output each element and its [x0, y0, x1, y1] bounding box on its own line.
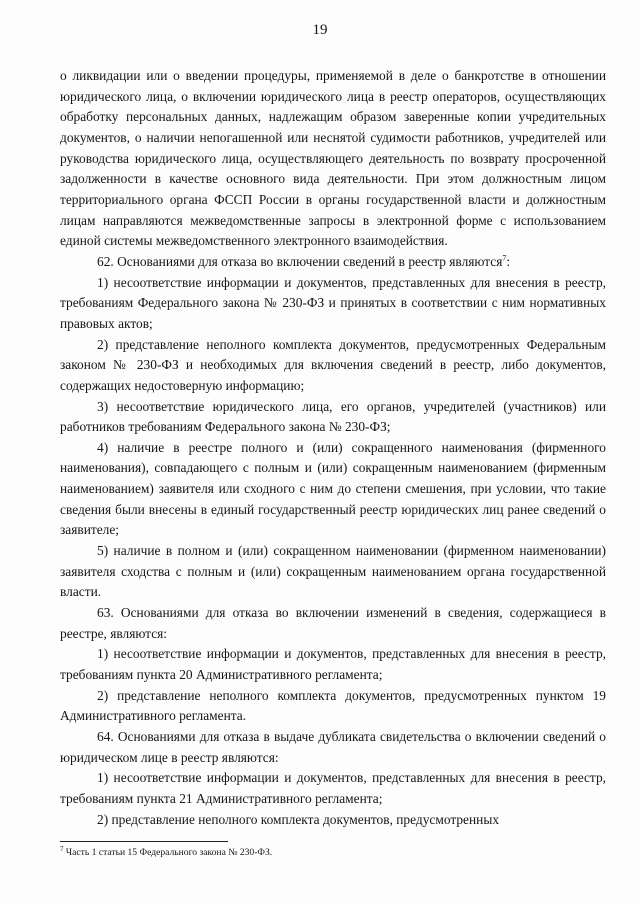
footnote — [60, 846, 606, 859]
paragraph-continuation: о ликвидации или о введении процедуры, применяемой в деле о банкротстве в отношении юридического лица, о включении юридического лица в реестр операторов, осуществляющих обработку персональных данных, надлежащим образом заверенные копии учредительных документов, о наличии непогашенной или неснятой судимости работников, учредителей или руководства юридического лица, осуществляющего деятельность по возврату просроченной задолженности в качестве основного вида деятельности. При этом должностным лицом территориального органа ФССП России в органы государственной власти и должностным лицам направляются межведомственные запросы в электронной форме с использованием единой системы межведомственного электронного взаимодействия. — [60, 68, 606, 249]
paragraph-62 — [60, 252, 606, 273]
document-body — [60, 66, 606, 830]
paragraph-62-item-5: 5) наличие в полном и (или) сокращенном наименовании (фирменном наименовании) заявителя сходства с полным и (или) сокращенным наименованием органа государственной власти. — [60, 543, 606, 600]
paragraph-63-item-1: 1) несоответствие информации и документов, представленных для внесения в реестр, требованиям пункта 20 Административного регламента; — [60, 646, 606, 683]
paragraph-62-item-2: 2) представление неполного комплекта документов, предусмотренных Федеральным законом № 230-ФЗ и необходимых для включения сведений в реестр, либо документов, содержащих недостоверную информацию; — [60, 336, 606, 393]
paragraph-64-item-2: 2) представление неполного комплекта документов, предусмотренных — [97, 811, 500, 827]
page-number: 19 — [312, 22, 328, 38]
paragraph-62-text: 62. Основаниями для отказа во включении сведений в реестр являются — [97, 253, 503, 269]
footnote-text: Часть 1 статьи 15 Федерального закона № 230-ФЗ. — [65, 847, 273, 858]
paragraph-63: 63. Основаниями для отказа во включении изменений в сведения, содержащиеся в реестре, являются: — [60, 605, 606, 641]
paragraph-62-item-4: 4) наличие в реестре полного и (или) сокращенного наименования (фирменного наименования), совпадающего с полным и (или) сокращенным наименованием (фирменным наименованием) заявителя или сходного с ним до степени смешения, при условии, что такие сведения были внесены в единый государственный реестр юридических лиц ранее сведений о заявителе; — [60, 439, 606, 538]
footnote-reference[interactable]: 7 — [502, 253, 507, 263]
paragraph-62-suffix: : — [506, 253, 511, 269]
footnote-divider — [60, 841, 228, 842]
paragraph-62-item-1: 1) несоответствие информации и документов, представленных для внесения в реестр, требованиям Федерального закона № 230-ФЗ и принятых в соответствии с ним нормативных правовых актов; — [60, 274, 606, 331]
paragraph-63-item-2: 2) представление неполного комплекта документов, предусмотренных пунктом 19 Административного регламента. — [60, 687, 606, 724]
paragraph-64: 64. Основаниями для отказа в выдаче дубликата свидетельства о включении сведений о юридическом лице в реестр являются: — [60, 729, 606, 765]
footnote-marker: 7 — [60, 844, 64, 853]
paragraph-64-item-1: 1) несоответствие информации и документов, представленных для внесения в реестр, требованиям пункта 21 Административного регламента; — [60, 770, 606, 806]
paragraph-62-item-3: 3) несоответствие юридического лица, его органов, учредителей (участников) или работников требованиям Федерального закона № 230-ФЗ; — [60, 398, 606, 435]
